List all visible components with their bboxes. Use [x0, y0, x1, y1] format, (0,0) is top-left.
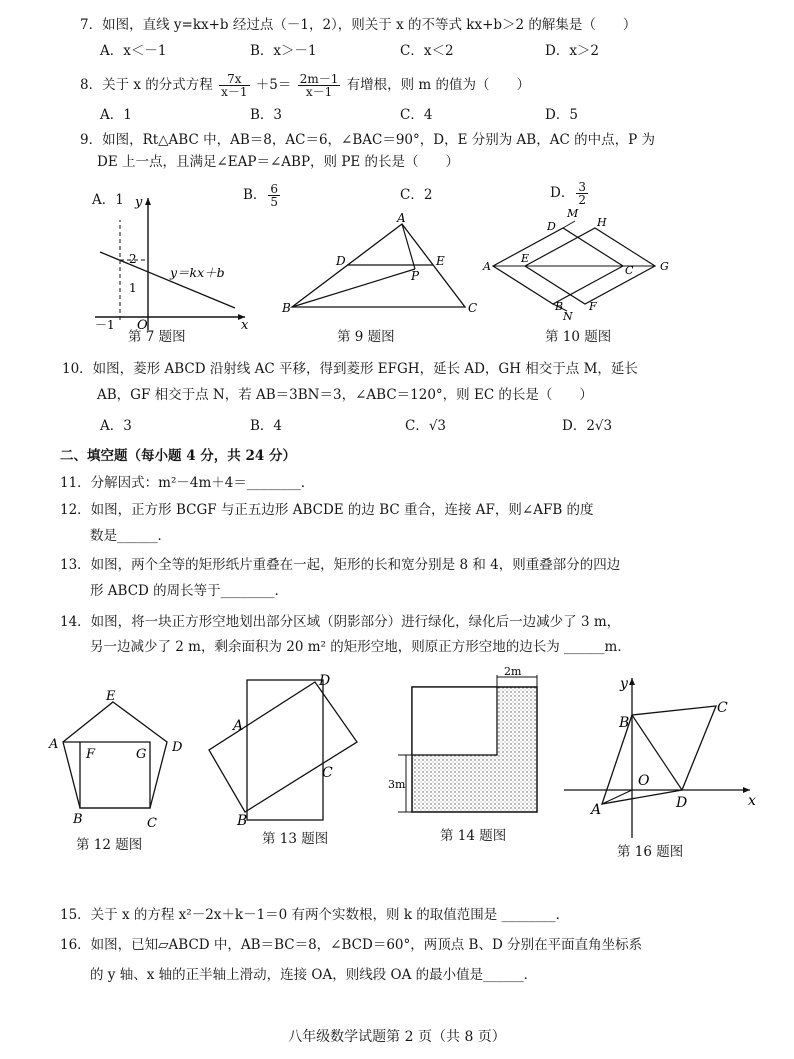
q11-stem: 11．分解因式：m²－4m＋4＝________．: [60, 475, 315, 491]
q9-option-a: A．1: [92, 192, 124, 208]
fig7-tick-2: 2: [129, 252, 137, 266]
q9-b-den: 5: [270, 195, 279, 209]
fig10-label-f: F: [589, 300, 597, 313]
q9-option-c: C．2: [400, 187, 433, 203]
q7-option-c: C．x＜2: [400, 43, 454, 59]
q10-stem-line1: 10．如图，菱形 ABCD 沿射线 AC 平移，得到菱形 EFGH，延长 AD，GH 相交于点 M，延长: [62, 361, 638, 377]
fig7-origin-label: O: [137, 318, 148, 333]
q8-f2-numerator: 2m－1: [299, 72, 339, 86]
fig10-caption: 第 10 题图: [545, 329, 612, 345]
q8-fraction-2: [298, 73, 341, 98]
q8-fraction-1: [219, 73, 249, 98]
fig10-extension-ad: [563, 221, 575, 228]
fig7-y-label: y: [135, 195, 143, 210]
q9-d-num: 3: [578, 180, 586, 194]
fig16-coordinate-figure: [560, 672, 760, 840]
section-2-heading: 二、填空题（每小题 4 分，共 24 分）: [60, 448, 296, 464]
fig10-label-n: N: [563, 310, 573, 323]
fig12-label-e: E: [106, 689, 116, 704]
fig7-graph: [85, 190, 260, 333]
fig7-tick-1: 1: [129, 281, 137, 295]
fig16-label-d: D: [676, 795, 688, 811]
fig12-label-b: B: [73, 812, 83, 827]
fig13-label-a: A: [233, 718, 244, 734]
fig12-label-g: G: [136, 747, 147, 762]
fig16-x-label: x: [748, 793, 756, 809]
fig12-label-c: C: [147, 816, 157, 831]
q9-b-num: 6: [270, 182, 279, 196]
q10-option-b: B．4: [250, 418, 283, 434]
fig9-label-d: D: [336, 254, 346, 268]
fig10-rhombi: [483, 207, 683, 323]
q9-option-d: [550, 178, 590, 208]
q7-option-a: A．x＜－1: [100, 43, 167, 59]
fig12-label-d: D: [172, 740, 183, 755]
fig10-label-d: D: [547, 220, 556, 233]
fig13-label-c: C: [322, 765, 333, 781]
fig14-label-top: 2m: [504, 665, 522, 678]
fig12-pentagon-outline: [63, 702, 167, 808]
fig14-caption: 第 14 题图: [440, 828, 507, 844]
q8-f1-numerator: 7x: [219, 73, 249, 86]
q8-option-d: D．5: [545, 107, 578, 123]
q14-stem-line2: 另一边减少了 2 m，剩余面积为 20 m² 的矩形空地，则原正方形空地的边长为 ______m．: [90, 639, 631, 655]
q8-option-a: A．1: [100, 107, 132, 123]
q7-option-d: D．x＞2: [545, 43, 600, 59]
q16-stem-line1: 16．如图，已知▱ABCD 中，AB＝BC＝8，∠BCD＝60°，两顶点 B、D 分别在平面直角坐标系: [60, 937, 643, 953]
q10-option-a: A．3: [100, 418, 132, 434]
fig9-label-e: E: [436, 254, 445, 268]
page-footer: 八年级数学试题第 2 页（共 8 页）: [288, 1029, 506, 1045]
fig12-pentagon: [45, 690, 195, 835]
fig7-y-arrow-icon: [145, 198, 151, 205]
fig16-y-label: y: [620, 676, 628, 692]
q9-stem-line1: 9．如图，Rt△ABC 中，AB＝8，AC＝6，∠BAC＝90°，D，E 分别为 AB，AC 的中点，P 为: [80, 132, 655, 148]
fig16-label-o: O: [638, 773, 650, 789]
fig10-label-c: C: [625, 264, 634, 277]
q14-stem-line1: 14．如图，将一块正方形空地划出部分区域（阴影部分）进行绿化，绿化后一边减少了 3 m，: [60, 614, 621, 630]
q16-stem-line2: 的 y 轴、x 轴的正半轴上滑动，连接 OA，则线段 OA 的最小值是______．: [90, 967, 538, 983]
fig13-caption: 第 13 题图: [262, 831, 329, 847]
q13-stem-line2: 形 ABCD 的周长等于________．: [90, 583, 289, 599]
fig10-label-g: G: [660, 260, 669, 273]
q10-option-c: C．√3: [405, 418, 447, 434]
q7-option-b: B．x＞－1: [250, 43, 317, 59]
fig14-square-plot: [390, 667, 550, 827]
q9-option-d-fraction: [576, 181, 588, 206]
q8-f1-denominator: x－1: [221, 85, 248, 99]
fig10-label-m: M: [567, 207, 579, 220]
q15-stem: 15．关于 x 的方程 x²－2x＋k－1＝0 有两个实数根，则 k 的取值范围是 ________．: [60, 907, 570, 923]
q12-stem-line1: 12．如图，正方形 BCGF 与正五边形 ABCDE 的边 BC 重合，连接 AF，则∠AFB 的度: [60, 502, 594, 518]
q9-option-b-fraction: [268, 183, 280, 208]
fig9-label-b: B: [282, 301, 291, 315]
fig12-label-f: F: [86, 747, 96, 762]
fig16-label-a: A: [591, 802, 602, 818]
q8-post: 有增根，则 m 的值为（ ）: [346, 77, 531, 93]
q8-option-c: C．4: [400, 107, 433, 123]
q9-d-den: 2: [578, 193, 586, 207]
fig10-label-e: E: [521, 252, 530, 265]
fig12-label-a: A: [49, 737, 59, 752]
fig13-rectangles: [205, 670, 375, 830]
fig7-tick-neg1: －1: [95, 318, 115, 332]
fig9-segment-bp: [292, 269, 415, 307]
fig16-label-b: B: [619, 715, 630, 731]
q7-stem: 7．如图，直线 y=kx+b 经过点（－1，2），则关于 x 的不等式 kx+b＞2 的解集是（ ）: [80, 17, 637, 33]
q13-stem-line1: 13．如图，两个全等的矩形纸片重叠在一起，矩形的长和宽分别是 8 和 4，则重叠部分的四边: [60, 557, 621, 573]
fig10-label-b: B: [555, 300, 564, 313]
q10-option-d: D．2√3: [562, 418, 613, 434]
fig16-caption: 第 16 题图: [617, 844, 684, 860]
fig9-segment-ap: [402, 224, 415, 269]
q9-option-d-label: D．: [550, 185, 575, 201]
fig13-label-d: D: [319, 673, 331, 689]
fig9-caption: 第 9 题图: [337, 329, 395, 345]
q10-stem-line2: AB，GF 相交于点 N，若 AB＝3BN＝3，∠ABC＝120°，则 EC 的长是（ ）: [97, 387, 593, 403]
fig9-label-c: C: [468, 301, 478, 315]
fig7-caption: 第 7 题图: [128, 329, 186, 345]
fig10-label-a: A: [483, 260, 491, 273]
fig9-label-p: P: [411, 269, 420, 283]
q8-f2-denominator: x－1: [305, 85, 333, 99]
fig13-label-b: B: [237, 813, 248, 829]
q8-option-b: B．3: [250, 107, 283, 123]
fig7-equation: y＝kx＋b: [170, 265, 225, 280]
q12-stem-line2: 数是______．: [90, 528, 171, 544]
q8-pre: 8．关于 x 的分式方程: [80, 77, 213, 93]
fig7-line: [100, 252, 235, 308]
q9-stem-line2: DE 上一点，且满足∠EAP＝∠ABP，则 PE 的长是（ ）: [97, 154, 460, 170]
fig9-label-a: A: [397, 211, 406, 225]
fig14-remaining-rectangle: [412, 687, 497, 755]
q8-mid: ＋5＝: [255, 77, 292, 93]
fig7-x-label: x: [241, 318, 249, 333]
fig13-rectangle-tilted: [209, 682, 357, 812]
q9-option-b-label: B．: [243, 187, 267, 203]
fig14-label-left: 3m: [388, 778, 406, 791]
fig10-label-h: H: [597, 216, 607, 229]
fig12-caption: 第 12 题图: [76, 837, 143, 853]
fig16-y-arrow-icon: [629, 678, 635, 685]
fig16-label-c: C: [717, 700, 728, 716]
fig9-triangle: [280, 212, 480, 317]
q8-stem: [80, 70, 530, 100]
